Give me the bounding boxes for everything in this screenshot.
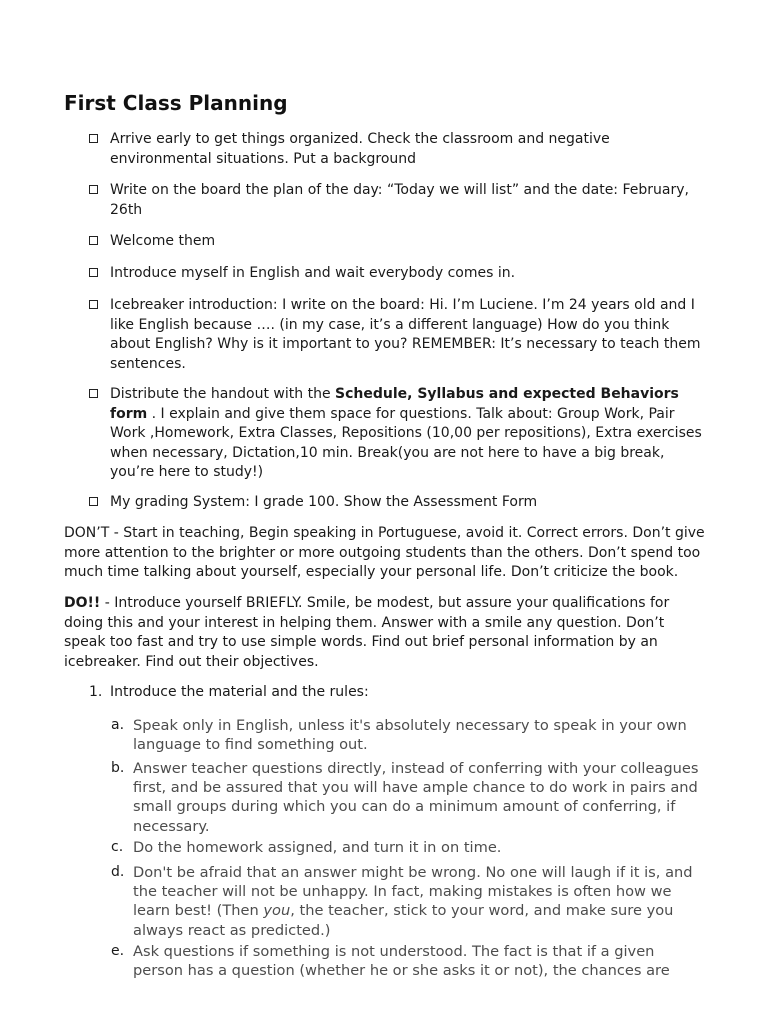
dont-paragraph: DON’T - Start in teaching, Begin speaking in Portuguese, avoid it. Correct errors. Don’t give more attention to the brighter or more outgoing students than the others. Don’t spend too much time talking about yourself, especially your personal life. Don’t criticize the book. [64, 525, 705, 580]
page-title: First Class Planning [64, 91, 288, 115]
rule-text-emphasis: you [263, 902, 291, 920]
checklist-item [89, 130, 709, 169]
rule-text: Answer teacher questions directly, instead of conferring with your colleagues first, and be assured that you will have ample chance to do work in pairs and small groups during which you can do a minimum amount of conferring, if necessary. [133, 760, 699, 835]
checklist-item [89, 181, 709, 220]
handout-documents: Schedule, Syllabus and expected Behaviors form [110, 386, 679, 422]
rule-text: Speak only in English, unless it's absolutely necessary to speak in your own language to find something out. [133, 717, 687, 754]
rule-item [111, 716, 706, 754]
handout-intro: Distribute the handout with the [110, 386, 336, 402]
checkbox-icon [89, 236, 98, 245]
checklist-item-text: Icebreaker introduction: I write on the board: Hi. I’m Luciene. I’m 24 years old and I like English because …. (in my case, it’s a different language) How do you think about English? Why is it important to you? REMEMBER: It’s necessary to teach them sentences. [110, 297, 701, 372]
rule-text-start: Don't be afraid that an answer might be wrong. No one will laugh if it is, and the teacher will not be unhappy. In fact, making mistakes is often how we learn best! (Then [133, 864, 693, 920]
checklist-item [89, 232, 709, 252]
rule-marker: d. [111, 864, 125, 880]
rule-text-end: , the teacher, stick to your word, and make sure you always react as predicted.) [133, 902, 674, 939]
checklist-item-text: My grading System: I grade 100. Show the Assessment Form [110, 494, 538, 510]
do-paragraph [64, 594, 710, 672]
checklist-item-text: Arrive early to get things organized. Check the classroom and negative environmental situations. Put a background [110, 131, 610, 167]
rule-text [133, 863, 706, 940]
rule-item [111, 838, 706, 857]
checkbox-icon [89, 268, 98, 277]
checklist-item-text [110, 385, 709, 483]
checklist-item [89, 264, 709, 284]
handout-details: . I explain and give them space for questions. Talk about: Group Work, Pair Work ,Homework, Extra Classes, Repositions (10,00 per repositions), Extra exercises when necessary, Dictation,10 min. Break(you are not here to have a big break, you’re here to study!) [110, 405, 702, 480]
checkbox-icon [89, 300, 98, 309]
numbered-item-marker: 1. [89, 684, 103, 700]
rule-marker: e. [111, 943, 125, 959]
rule-text: Ask questions if something is not understood. The fact is that if a given person has a question (whether he or she asks it or not), the chances are [133, 943, 670, 980]
checklist-item [89, 493, 709, 513]
checkbox-icon [89, 497, 98, 506]
numbered-item [89, 683, 709, 703]
rule-marker: c. [111, 839, 124, 855]
checkbox-icon [89, 185, 98, 194]
rule-item [111, 942, 706, 980]
rule-marker: b. [111, 760, 125, 776]
checklist-item-text: Write on the board the plan of the day: “Today we will list” and the date: February, 26th [110, 182, 689, 218]
numbered-item-text: Introduce the material and the rules: [110, 684, 369, 700]
do-text: - Introduce yourself BRIEFLY. Smile, be modest, but assure your qualifications for doing this and your interest in helping them. Answer with a smile any question. Don’t speak too fast and try to use simple words. Find out brief personal information by an icebreaker. Find out their objectives. [64, 595, 670, 670]
checklist-item [89, 296, 709, 374]
checklist-item-text: Introduce myself in English and wait everybody comes in. [110, 265, 516, 281]
rule-item [111, 759, 706, 836]
rule-marker: a. [111, 717, 125, 733]
checklist-item-text: Welcome them [110, 233, 216, 249]
checkbox-icon [89, 389, 98, 398]
checklist-item [89, 385, 709, 483]
rule-item [111, 863, 706, 940]
do-label: DO!! [64, 595, 101, 611]
rule-text: Do the homework assigned, and turn it in on time. [133, 839, 502, 856]
checkbox-icon [89, 134, 98, 143]
